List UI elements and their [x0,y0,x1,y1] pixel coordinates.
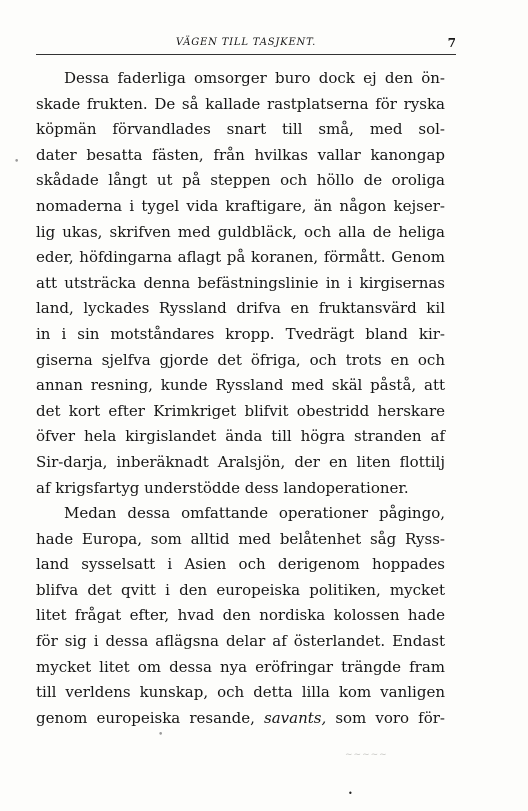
text-line: skade frukten. De så kallade rastplatserna för ryska [36,94,445,113]
text-line: köpmän förvandlades snart till små, med sol- [36,120,445,139]
text-line: det kort efter Krimkriget blifvit obestridd herskare [36,401,445,420]
final-line-start: genom europeiska resande, [36,708,265,727]
running-title: VÄGEN TILL TASJKENT. [175,37,317,48]
text-line: land, lyckades Ryssland drifva en fruktansvärd kil [36,299,445,318]
final-text-line [36,706,445,732]
text-line: Sir-darja, inberäknadt Aralsjön, der en liten flottilj [36,452,445,471]
body-text [36,66,445,731]
text-line: för sig i dessa aflägsna delar af österlandet. Endast [36,632,445,651]
header-rule [36,54,456,55]
page-number: 7 [447,36,456,50]
scan-speck: • [158,730,164,740]
scan-speck: • [348,789,353,798]
text-line: annan resning, kunde Ryssland med skäl påstå, att [36,376,445,395]
text-line: litet frågat efter, hvad den nordiska kolossen hade [36,606,445,625]
text-line: in i sin motståndares kropp. Tvedrägt bland kir- [36,324,445,343]
text-line: att utsträcka denna befästningslinie in i kirgisernas [36,273,445,292]
text-line: lig ukas, skrifven med guldbläck, och alla de heliga [36,222,445,241]
italic-term: savants, [264,708,327,727]
text-line: mycket litet om dessa nya eröfringar trängde fram [36,657,445,676]
text-line: till verldens kunskap, och detta lilla kom vanligen [36,683,445,702]
text-line: eder, höfdingarna aflagt på koranen, förmått. Genom [36,248,445,267]
final-line-end: som voro för- [326,708,445,727]
text-line: hade Europa, som alltid med belåtenhet såg Ryss- [36,529,445,548]
text-line: giserna sjelfva gjorde det öfriga, och trots en och [36,350,445,369]
text-line: land sysselsatt i Asien och derigenom hoppades [36,555,445,574]
text-line: nomaderna i tygel vida kraftigare, än någon kejser- [36,196,445,215]
text-line: öfver hela kirgislandet ända till högra stranden af [36,427,445,446]
text-line: skådade långt ut på steppen och höllo de oroliga [36,171,445,190]
paragraph-end-line: af krigsfartyg understödde dess landoperationer. [36,478,409,497]
text-line: dater besatta fästen, från hvilkas vallar kanongap [36,145,445,164]
text-line: Medan dessa omfattande operationer pågingo, [64,504,445,523]
text-line: blifva det qvitt i den europeiska politiken, mycket [36,580,445,599]
text-line: Dessa faderliga omsorger buro dock ej den ön- [64,69,445,87]
library-stamp-watermark: ~~~~~ [345,750,388,760]
scan-speck: • [14,157,20,167]
